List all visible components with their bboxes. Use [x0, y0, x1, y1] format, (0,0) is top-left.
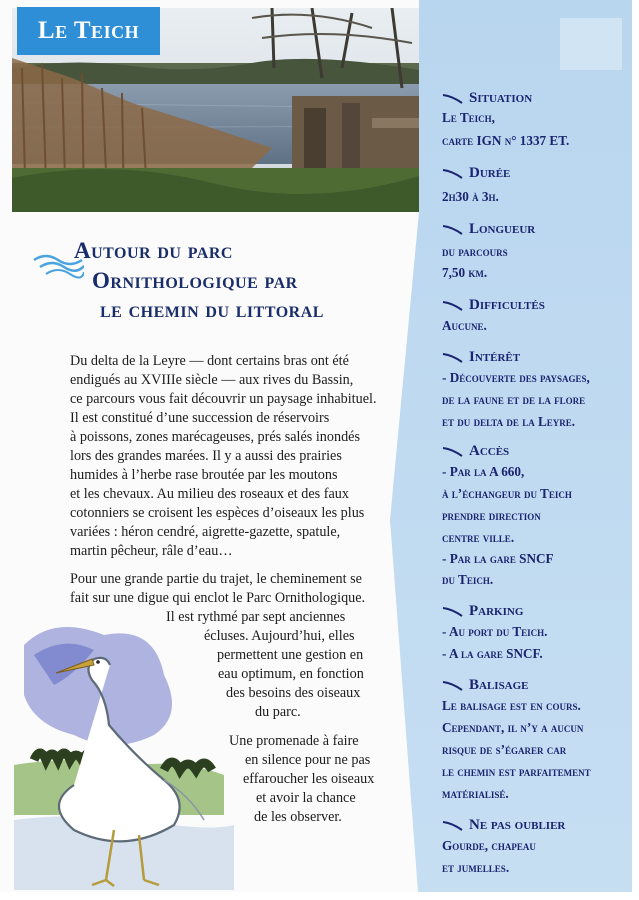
arrow-icon — [442, 446, 464, 458]
sidebar-line: matérialisé. — [442, 786, 509, 801]
location-title-badge — [17, 7, 160, 55]
body-line: Pour une grande partie du trajet, le cheminement se — [70, 571, 362, 587]
sidebar-line: Le balisage est en cours. — [442, 698, 581, 713]
body-line: variées : héron cendré, aigrette-gazette, spatule, — [70, 524, 341, 540]
sidebar-line: Aucune. — [442, 318, 487, 333]
body-line: à poissons, zones marécageuses, prés salés inondés — [70, 429, 360, 445]
sidebar-line: carte IGN n° 1337 ET. — [442, 133, 570, 148]
situation-heading: Situation — [442, 90, 532, 107]
body-line: humides à l’herbe rase broutée par les moutons — [70, 467, 338, 483]
sidebar-line: le chemin est parfaitement — [442, 764, 591, 779]
parking-heading: Parking — [442, 603, 523, 620]
body-line: Une promenade à faire — [229, 733, 359, 749]
body-line: effaroucher les oiseaux — [243, 771, 375, 787]
sidebar-line: - Par la gare SNCF — [442, 551, 554, 566]
difficultes-heading: Difficultés — [442, 297, 545, 314]
sidebar-line: - A la gare SNCF. — [442, 646, 543, 661]
sidebar-line: Gourde, chapeau — [442, 838, 536, 853]
arrow-icon — [442, 300, 464, 312]
sidebar-line: risque de s’égarer car — [442, 742, 567, 757]
body-line: des besoins des oiseaux — [226, 685, 361, 701]
body-line: en silence pour ne pas — [245, 752, 371, 768]
arrow-icon — [442, 606, 464, 618]
heading-line-2: Ornithologique par — [92, 268, 298, 293]
heading-line-1: Autour du parc — [74, 238, 233, 263]
body-line: eau optimum, en fonction — [218, 666, 364, 682]
longueur-heading: Longueur — [442, 221, 535, 238]
body-line: lors des grandes marées. Il y a aussi des prairies — [70, 448, 342, 464]
sidebar-line: - Découverte des paysages, — [442, 370, 590, 385]
heading-line-3: le chemin du littoral — [100, 297, 324, 322]
arrow-icon — [442, 680, 464, 692]
sidebar-line: 7,50 km. — [442, 265, 488, 280]
sidebar-line: Le Teich, — [442, 110, 495, 125]
sidebar-line: prendre direction — [442, 508, 541, 523]
sidebar-line: centre ville. — [442, 530, 515, 545]
sidebar-line: - Par la A 660, — [442, 464, 525, 479]
body-line: endigués au XVIIIe siècle — aux rives du Bassin, — [70, 372, 354, 388]
sidebar-line: et du delta de la Leyre. — [442, 414, 576, 429]
interet-heading: Intérêt — [442, 349, 520, 366]
sidebar-line: du Teich. — [442, 572, 494, 587]
body-line: écluses. Aujourd’hui, elles — [204, 628, 355, 644]
arrow-icon — [442, 168, 464, 180]
acces-heading: Accès — [442, 443, 509, 460]
duree-heading: Durée — [442, 165, 510, 182]
heron-illustration — [14, 615, 234, 890]
body-line: Du delta de la Leyre — dont certains bras ont été — [70, 353, 349, 369]
arrow-icon — [442, 224, 464, 236]
body-line: permettent une gestion en — [217, 647, 364, 663]
sidebar-line: 2h30 à 3h. — [442, 189, 499, 204]
body-line: cotonniers se croisent les espèces d’oiseaux les plus — [70, 505, 365, 521]
body-line: et avoir la chance — [256, 790, 356, 806]
body-line: ce parcours vous fait découvrir un paysage inhabituel. — [70, 391, 377, 407]
balisage-heading: Balisage — [442, 677, 529, 694]
body-line: martin pêcheur, râle d’eau… — [70, 543, 233, 559]
arrow-icon — [442, 820, 464, 832]
body-line: et les chevaux. Au milieu des roseaux et des faux — [70, 486, 349, 502]
body-line: Il est constitué d’une succession de réservoirs — [70, 410, 330, 426]
body-line: Il est rythmé par sept anciennes — [166, 609, 346, 625]
location-title: Le Teich — [37, 17, 140, 44]
sidebar-line: et jumelles. — [442, 860, 510, 875]
sidebar-line: à l’échangeur du Teich — [442, 486, 572, 501]
body-line: de les observer. — [254, 809, 342, 825]
ne-pas-oublier-heading: Ne pas oublier — [442, 817, 565, 834]
body-line: fait sur une digue qui enclot le Parc Ornithologique. — [70, 590, 366, 606]
body-line: du parc. — [255, 704, 301, 720]
sidebar-line: de la faune et de la flore — [442, 392, 586, 407]
sidebar-line: Cependant, il n’y a aucun — [442, 720, 584, 735]
sidebar-line: du parcours — [442, 244, 508, 259]
sidebar-line: - Au port du Teich. — [442, 624, 548, 639]
arrow-icon — [442, 352, 464, 364]
arrow-icon — [442, 93, 464, 105]
